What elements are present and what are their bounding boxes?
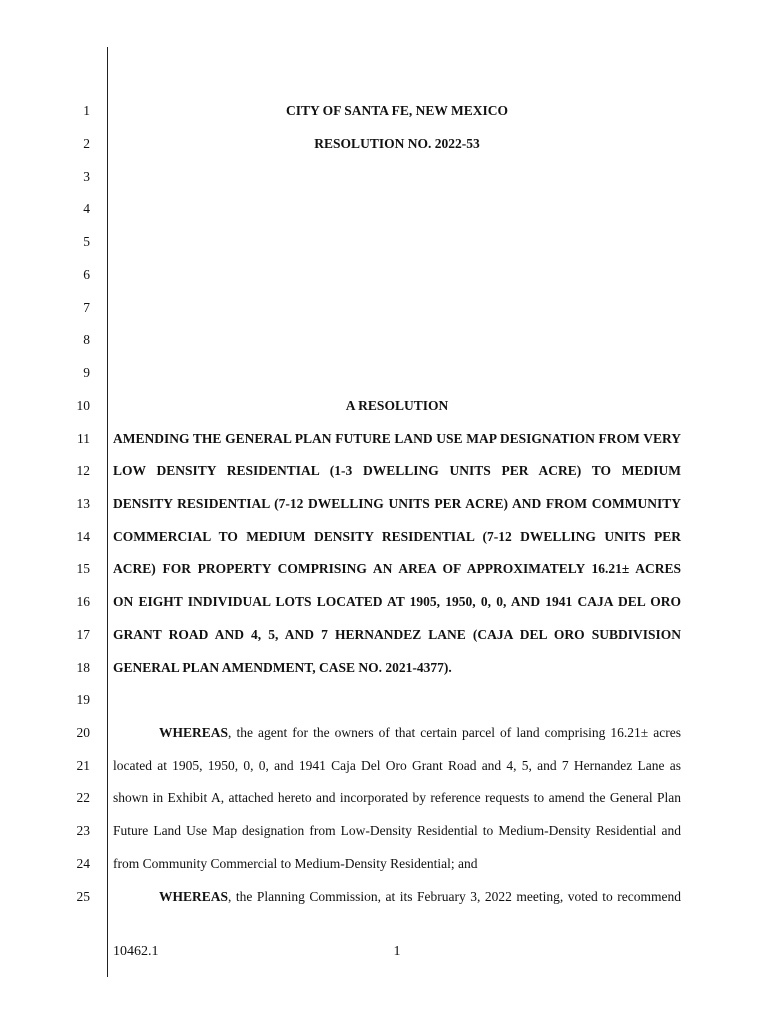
city-heading: CITY OF SANTA FE, NEW MEXICO	[285, 103, 509, 118]
line-number: 12	[76, 463, 90, 478]
margin-rule	[107, 47, 108, 977]
line-number: 2	[83, 136, 90, 151]
subject-line: AMENDING THE GENERAL PLAN FUTURE LAND USE MAP DESIGNATION FROM VERY	[113, 431, 681, 446]
subject-line: ON EIGHT INDIVIDUAL LOTS LOCATED AT 1905, 1950, 0, 0, AND 1941 CAJA DEL ORO	[113, 594, 681, 609]
body-line: shown in Exhibit A, attached hereto and incorporated by reference requests to amend the General Plan	[113, 790, 681, 805]
subject-line: LOW DENSITY RESIDENTIAL (1-3 DWELLING UNITS PER ACRE) TO MEDIUM	[113, 463, 681, 478]
resolution-title: A RESOLUTION	[345, 398, 449, 413]
line-number: 21	[76, 758, 90, 773]
resolution-number: RESOLUTION NO. 2022-53	[314, 136, 480, 151]
line-number: 9	[83, 365, 90, 380]
whereas-text: , the Planning Commission, at its February 3, 2022 meeting, voted to recommend	[228, 889, 681, 904]
subject-line: ACRE) FOR PROPERTY COMPRISING AN AREA OF APPROXIMATELY 16.21± ACRES	[113, 561, 681, 576]
document-id: 10462.1	[113, 944, 159, 959]
line-number: 17	[76, 627, 90, 642]
page-number: 1	[393, 944, 401, 959]
subject-line: COMMERCIAL TO MEDIUM DENSITY RESIDENTIAL (7-12 DWELLING UNITS PER	[113, 529, 681, 544]
line-number: 11	[77, 431, 90, 446]
whereas-keyword: WHEREAS	[159, 725, 229, 740]
whereas-text: , the agent for the owners of that certain parcel of land comprising 16.21± acres	[228, 725, 681, 740]
line-number: 1	[83, 103, 90, 118]
line-number: 14	[76, 529, 90, 544]
line-number: 24	[76, 856, 90, 871]
body-line: from Community Commercial to Medium-Density Residential; and	[113, 856, 478, 871]
line-number: 13	[76, 496, 90, 511]
line-number: 10	[76, 398, 90, 413]
line-number: 3	[83, 169, 90, 184]
line-number: 18	[76, 660, 90, 675]
line-number: 7	[83, 300, 90, 315]
body-line: located at 1905, 1950, 0, 0, and 1941 Caja Del Oro Grant Road and 4, 5, and 7 Hernandez Lane as	[113, 758, 681, 773]
whereas-paragraph-start	[113, 725, 681, 741]
line-number: 22	[76, 790, 90, 805]
line-number: 4	[83, 201, 90, 216]
body-line: Future Land Use Map designation from Low-Density Residential to Medium-Density Residential and	[113, 823, 681, 838]
subject-line: DENSITY RESIDENTIAL (7-12 DWELLING UNITS PER ACRE) AND FROM COMMUNITY	[113, 496, 681, 511]
line-number: 23	[76, 823, 90, 838]
subject-line: GRANT ROAD AND 4, 5, AND 7 HERNANDEZ LANE (CAJA DEL ORO SUBDIVISION	[113, 627, 681, 642]
line-number: 5	[83, 234, 90, 249]
whereas-keyword: WHEREAS	[159, 889, 229, 904]
line-number: 20	[76, 725, 90, 740]
subject-line: GENERAL PLAN AMENDMENT, CASE NO. 2021-4377).	[113, 660, 452, 675]
line-number: 16	[76, 594, 90, 609]
line-number: 8	[83, 332, 90, 347]
line-number: 6	[83, 267, 90, 282]
line-number: 19	[76, 692, 90, 707]
line-number: 25	[76, 889, 90, 904]
line-number: 15	[76, 561, 90, 576]
whereas-paragraph-start	[113, 889, 681, 905]
